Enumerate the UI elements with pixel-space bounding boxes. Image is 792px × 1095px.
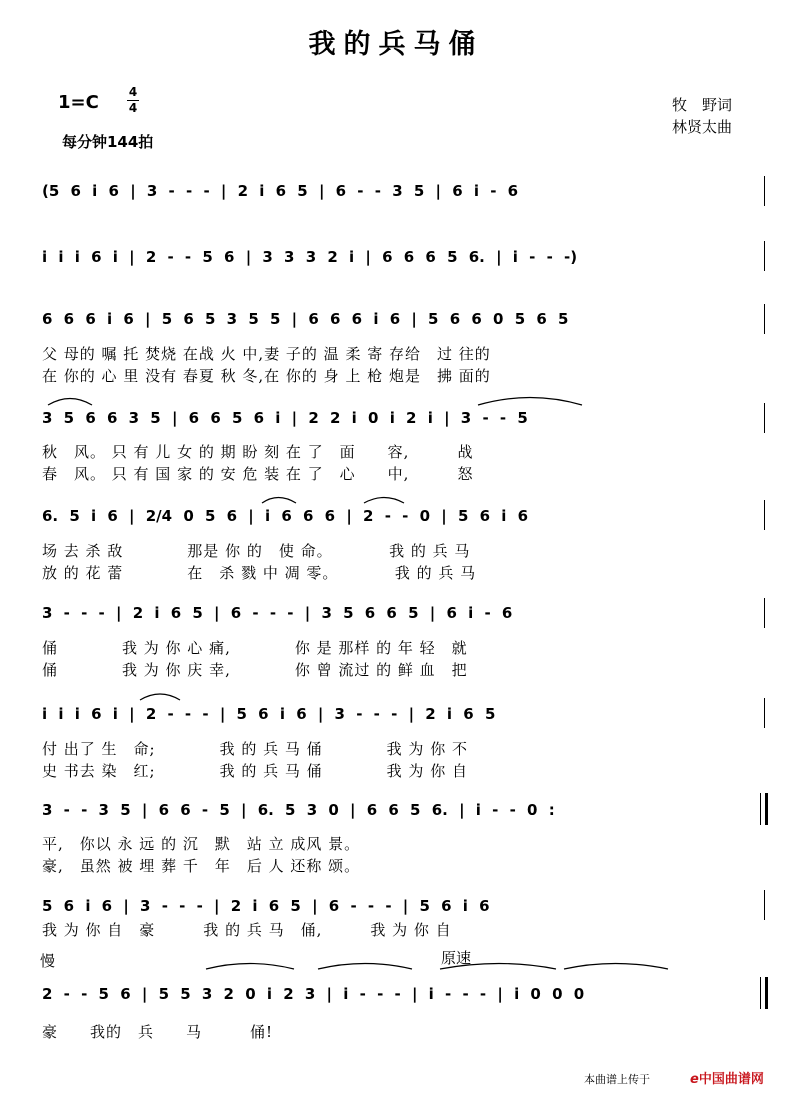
score-row-9-notes: 5 6 i 6 | 3 - - - | 2 i 6 5 | 6 - - - | 5 6 i 6 [42, 897, 490, 915]
score-row-8-lyrics-verse2: 豪, 虽然 被 埋 葬 千 年 后 人 还称 颂。 [42, 857, 361, 875]
score-row-3-lyrics-verse1: 父 母的 嘱 托 焚烧 在战 火 中,妻 子的 温 柔 寄 存给 过 往的 [42, 345, 491, 363]
score-row-9-lyrics-verse1: 我 为 你 自 豪 我 的 兵 马 俑, 我 为 你 自 [42, 921, 452, 939]
logo-text: 中国曲谱网 [698, 1072, 764, 1087]
score-row-8-lyrics-verse1: 平, 你以 永 远 的 沉 默 站 立 成风 景。 [42, 835, 361, 853]
score-row-5-notes: 6. 5 i 6 | 2/4 0 5 6 | i 6 6 6 | 2 - - 0 | 5 6 i 6 [42, 507, 529, 525]
tempo-marking: 每分钟144拍 [62, 133, 154, 151]
time-signature-top: 4 [128, 85, 138, 99]
slow-tempo-mark: 慢 [40, 952, 56, 970]
score-row-4-lyrics-verse1: 秋 风。 只 有 儿 女 的 期 盼 刻 在 了 面 容, 战 [42, 443, 474, 461]
score-row-1-notes: (5 6 i 6 | 3 - - - | 2 i 6 5 | 6 - - 3 5 | 6 i - 6 [42, 182, 519, 200]
score-row-6-lyrics-verse2: 俑 我 为 你 庆 幸, 你 曾 流过 的 鲜 血 把 [42, 661, 468, 679]
score-row-7-lyrics-verse1: 付 出了 生 命; 我 的 兵 马 俑 我 为 你 不 [42, 740, 468, 758]
score-row-5-lyrics-verse2: 放 的 花 蕾 在 杀 戮 中 凋 零。 我 的 兵 马 [42, 564, 477, 582]
score-row-3-notes: 6 6 6 i 6 | 5 6 5 3 5 5 | 6 6 6 i 6 | 5 6 6 0 5 6 5 [42, 310, 569, 328]
composer-credit: 林贤太曲 [672, 118, 733, 136]
lyricist-credit: 牧 野词 [672, 96, 733, 114]
score-row-7-notes: i i i 6 i | 2 - - - | 5 6 i 6 | 3 - - - | 2 i 6 5 [42, 705, 496, 723]
site-logo [690, 1068, 764, 1087]
logo-mark-icon: e [690, 1072, 699, 1087]
key-signature: 1=C [58, 92, 99, 113]
original-tempo-mark: 原速 [441, 949, 472, 967]
score-row-10-lyrics-verse1: 豪 我的 兵 马 俑! [42, 1023, 274, 1041]
score-row-8-notes: 3 - - 3 5 | 6 6 - 5 | 6. 5 3 0 | 6 6 5 6. | i - - 0 : [42, 801, 555, 819]
song-title: 我的兵马俑 [308, 29, 484, 60]
time-signature-bottom: 4 [128, 101, 138, 115]
score-row-2-notes: i i i 6 i | 2 - - 5 6 | 3 3 3 2 i | 6 6 6 5 6. | i - - -) [42, 248, 578, 266]
score-row-3-lyrics-verse2: 在 你的 心 里 没有 春夏 秋 冬,在 你的 身 上 枪 炮是 拂 面的 [42, 367, 491, 385]
score-row-5-lyrics-verse1: 场 去 杀 敌 那是 你 的 使 命。 我 的 兵 马 [42, 542, 471, 560]
footer-upload-note: 本曲谱上传于 [584, 1073, 650, 1086]
score-row-4-lyrics-verse2: 春 风。 只 有 国 家 的 安 危 装 在 了 心 中, 怒 [42, 465, 474, 483]
score-row-6-lyrics-verse1: 俑 我 为 你 心 痛, 你 是 那样 的 年 轻 就 [42, 639, 468, 657]
score-row-7-lyrics-verse2: 史 书去 染 红; 我 的 兵 马 俑 我 为 你 自 [42, 762, 468, 780]
score-row-4-notes: 3 5 6 6 3 5 | 6 6 5 6 i | 2 2 i 0 i 2 i | 3 - - 5 [42, 409, 528, 427]
score-row-6-notes: 3 - - - | 2 i 6 5 | 6 - - - | 3 5 6 6 5 | 6 i - 6 [42, 604, 513, 622]
score-row-10-notes: 2 - - 5 6 | 5 5 3 2 0 i 2 3 | i - - - | i - - - | i 0 0 0 [42, 985, 585, 1003]
